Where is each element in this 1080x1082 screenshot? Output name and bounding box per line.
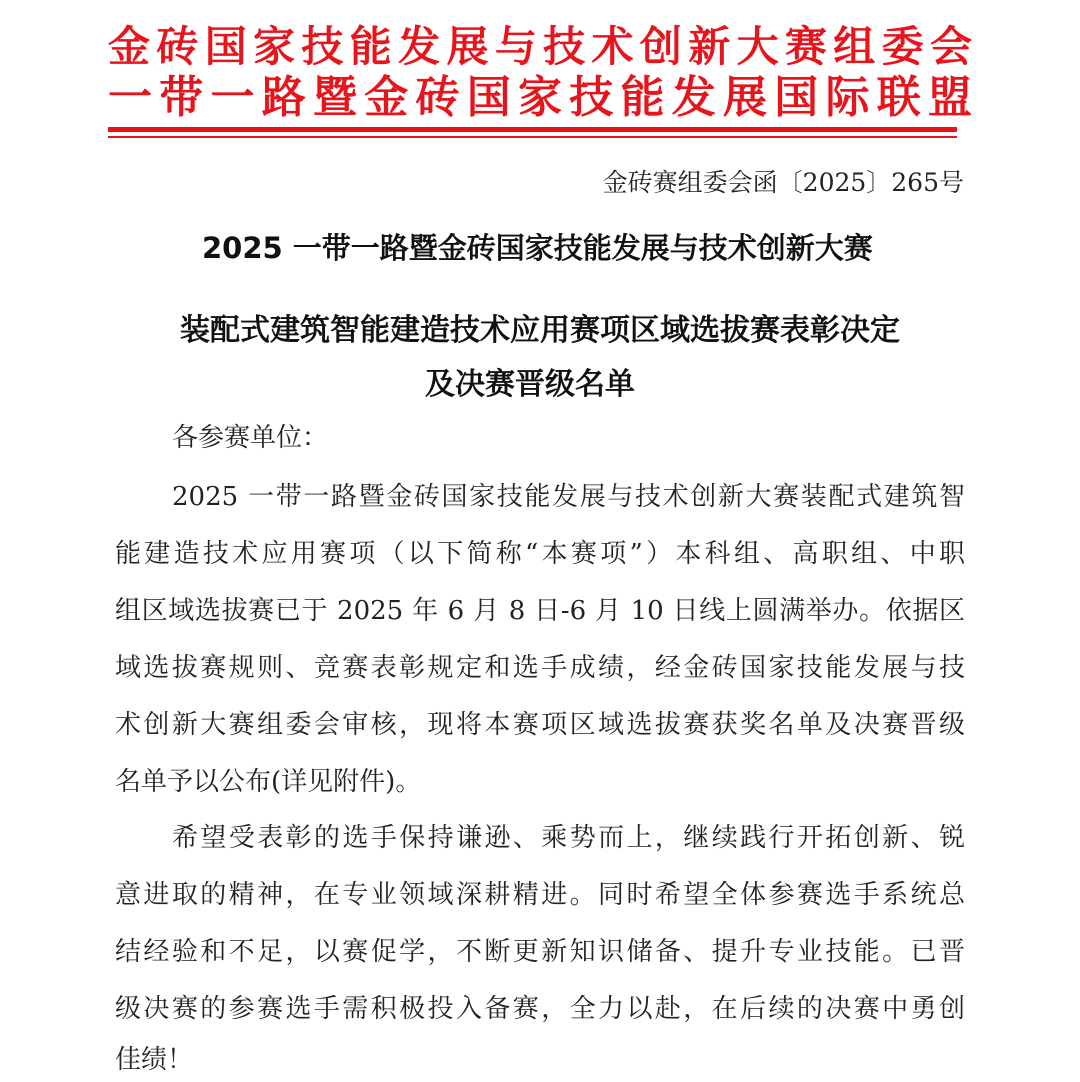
paragraph-1-line: 组区域选拔赛已于 2025 年 6 月 8 日-6 月 10 日线上圆满举办。依据区 [115, 596, 965, 626]
paragraph-1-line: 2025 一带一路暨金砖国家技能发展与技术创新大赛装配式建筑智 [172, 482, 965, 512]
paragraph-2-line: 结经验和不足，以赛促学，不断更新知识储备、提升专业技能。已晋 [115, 937, 965, 967]
title-line-1: 2025 一带一路暨金砖国家技能发展与技术创新大赛 [202, 231, 873, 265]
paragraph-1-line: 域选拔赛规则、竞赛表彰规定和选手成绩，经金砖国家技能发展与技 [115, 653, 965, 683]
paragraph-1-line: 术创新大赛组委会审核，现将本赛项区域选拔赛获奖名单及决赛晋级 [115, 710, 965, 740]
paragraph-2-line: 佳绩！ [115, 1045, 194, 1075]
letterhead-rule-thin [108, 136, 957, 138]
paragraph-1-line: 名单予以公布(详见附件)。 [115, 767, 422, 797]
title-line-2: 装配式建筑智能建造技术应用赛项区域选拔赛表彰决定 [180, 313, 900, 348]
letterhead-org-line2: 一带一路暨金砖国家技能发展国际联盟 [108, 72, 972, 123]
paragraph-2-line: 意进取的精神，在专业领域深耕精进。同时希望全体参赛选手系统总 [115, 880, 965, 910]
paragraph-2-line: 希望受表彰的选手保持谦逊、乘势而上，继续践行开拓创新、锐 [172, 823, 965, 853]
paragraph-1-line: 能建造技术应用赛项（以下简称“本赛项”）本科组、高职组、中职 [115, 539, 965, 569]
letterhead-org-line1: 金砖国家技能发展与技术创新大赛组委会 [108, 22, 972, 71]
letterhead-rule-thick [108, 127, 957, 132]
title-line-3: 及决赛晋级名单 [425, 367, 635, 402]
salutation: 各参赛单位： [172, 423, 329, 453]
document-number: 金砖赛组委会函〔2025〕265号 [602, 168, 964, 197]
paragraph-2-line: 级决赛的参赛选手需积极投入备赛，全力以赴，在后续的决赛中勇创 [115, 994, 965, 1024]
